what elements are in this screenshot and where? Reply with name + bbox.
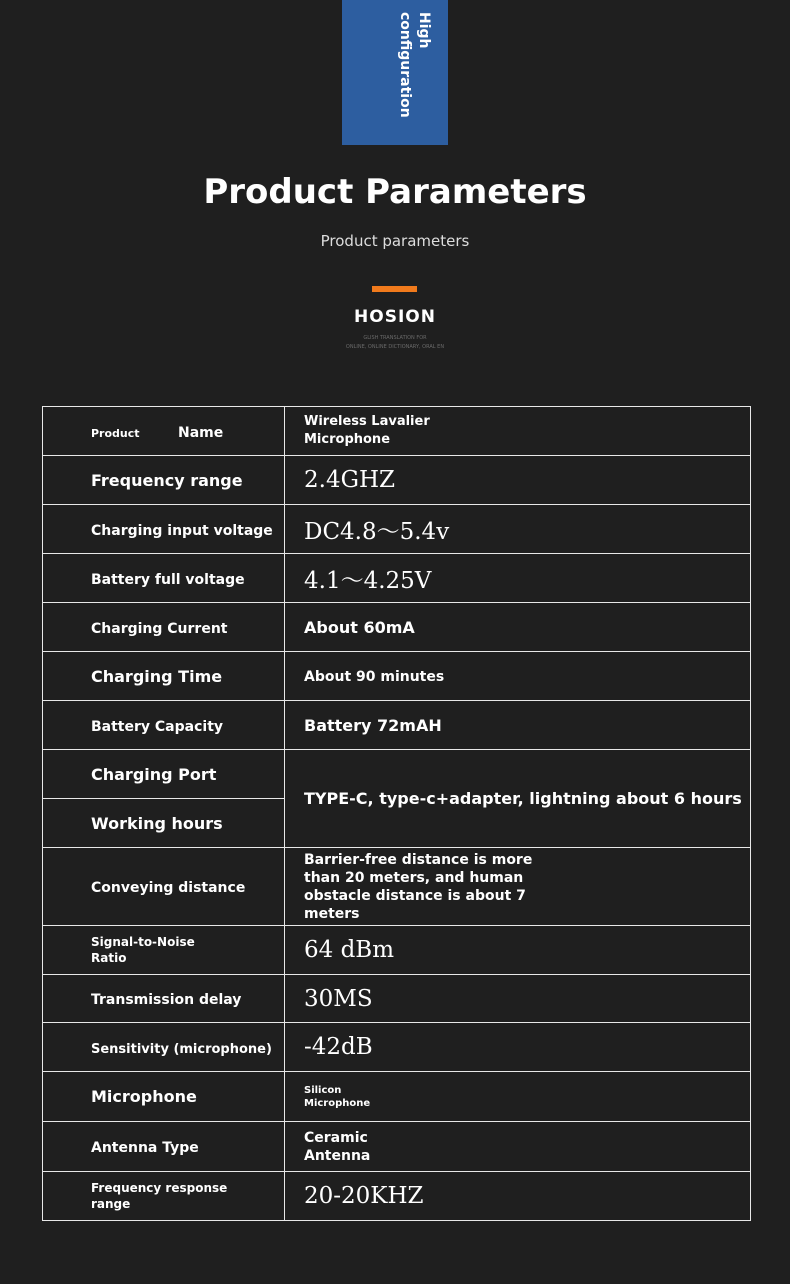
- spec-label-cell: [43, 848, 285, 926]
- banner-text: [395, 12, 433, 118]
- spec-label: Transmission delay: [91, 992, 242, 1008]
- spec-label-cell: [43, 505, 285, 554]
- table-row: [43, 603, 751, 652]
- spec-value-cell: [285, 926, 751, 975]
- spec-label: Antenna Type: [91, 1140, 199, 1156]
- spec-label-cell: [43, 456, 285, 505]
- config-banner: [342, 0, 448, 145]
- spec-label: Battery Capacity: [91, 718, 224, 735]
- spec-label: Product: [91, 426, 140, 440]
- spec-value: Silicon Microphone: [304, 1084, 371, 1109]
- banner-line1: High: [416, 12, 432, 49]
- spec-value-cell: [285, 1172, 751, 1221]
- spec-label: Charging Time: [91, 666, 223, 686]
- spec-label-cell: [43, 799, 285, 848]
- spec-value: DC4.8～5.4v: [304, 518, 450, 545]
- spec-value: 30MS: [304, 985, 373, 1012]
- spec-value-cell: [285, 554, 751, 603]
- spec-value-cell: [285, 456, 751, 505]
- table-row: [43, 505, 751, 554]
- spec-value-cell: [285, 1122, 751, 1172]
- spec-value-cell: [285, 407, 751, 456]
- spec-value: About 90 minutes: [304, 669, 445, 685]
- page-title: Product Parameters: [203, 172, 587, 212]
- spec-label-cell: [43, 975, 285, 1023]
- accent-divider: [372, 286, 417, 292]
- spec-value: 2.4GHZ: [304, 467, 395, 493]
- banner-line2: configuration: [397, 12, 413, 118]
- table-row: [43, 701, 751, 750]
- spec-label: Frequency response range: [91, 1181, 228, 1211]
- spec-value-cell: [285, 1023, 751, 1072]
- spec-label: Name: [178, 424, 224, 441]
- spec-label: Microphone: [91, 1087, 197, 1106]
- spec-value: TYPE-C, type-c+adapter, lightning about 6 hours: [304, 789, 742, 808]
- spec-label-cell: [43, 407, 285, 456]
- spec-label: Conveying distance: [91, 880, 246, 896]
- spec-label-cell: [43, 1072, 285, 1122]
- spec-value-cell: [285, 652, 751, 701]
- spec-label-cell: [43, 1172, 285, 1221]
- table-row: [43, 926, 751, 975]
- table-row: [43, 407, 751, 456]
- spec-label-cell: [43, 1122, 285, 1172]
- brand-name: HOSION: [354, 307, 436, 327]
- spec-label: Charging Current: [91, 620, 228, 637]
- table-row: [43, 750, 751, 799]
- spec-value-cell: [285, 1072, 751, 1122]
- spec-label: Sensitivity (microphone): [91, 1041, 272, 1057]
- spec-label: Charging input voltage: [91, 522, 273, 539]
- table-row: [43, 848, 751, 926]
- brand-tagline-line2: ONLINE, ONLINE DICTIONARY, ORAL EN: [345, 344, 445, 350]
- spec-label: Signal-to-Noise Ratio: [91, 935, 195, 965]
- table-row: [43, 1023, 751, 1072]
- spec-value: 64 dBm: [304, 937, 395, 963]
- spec-label-cell: [43, 554, 285, 603]
- table-row: [43, 456, 751, 505]
- spec-label-cell: [43, 926, 285, 975]
- table-row: [43, 652, 751, 701]
- spec-value-cell: [285, 701, 751, 750]
- table-row: [43, 1122, 751, 1172]
- spec-value: Ceramic Antenna: [304, 1129, 371, 1164]
- spec-value-cell: [285, 848, 751, 926]
- spec-value-cell: [285, 750, 751, 848]
- spec-value: About 60mA: [304, 617, 415, 637]
- spec-label-cell: [43, 1023, 285, 1072]
- spec-table: [42, 406, 751, 1221]
- table-row: [43, 975, 751, 1023]
- spec-label-cell: [43, 701, 285, 750]
- spec-value-cell: [285, 603, 751, 652]
- spec-label-cell: [43, 652, 285, 701]
- spec-label: Working hours: [91, 813, 223, 833]
- spec-value-cell: [285, 505, 751, 554]
- table-row: [43, 554, 751, 603]
- spec-value: Barrier-free distance is more than 20 meters, and human obstacle distance is about 7 meters: [304, 851, 533, 922]
- spec-value: -42dB: [304, 1034, 373, 1060]
- table-row: [43, 1072, 751, 1122]
- spec-label-cell: [43, 603, 285, 652]
- spec-value: Wireless Lavalier Microphone: [304, 414, 430, 447]
- spec-label-cell: [43, 750, 285, 799]
- table-row: [43, 1172, 751, 1221]
- spec-label: Charging Port: [91, 764, 217, 784]
- spec-value: 20-20KHZ: [304, 1183, 424, 1209]
- spec-label: Frequency range: [91, 470, 243, 490]
- spec-value: 4.1～4.25V: [304, 567, 432, 594]
- spec-label: Battery full voltage: [91, 571, 245, 588]
- page-subtitle: Product parameters: [320, 232, 470, 250]
- spec-value-cell: [285, 975, 751, 1023]
- brand-tagline-line1: GLISH TRANSLATION FOR: [363, 335, 427, 341]
- spec-value: Battery 72mAH: [304, 715, 442, 735]
- brand-tagline: [290, 334, 500, 352]
